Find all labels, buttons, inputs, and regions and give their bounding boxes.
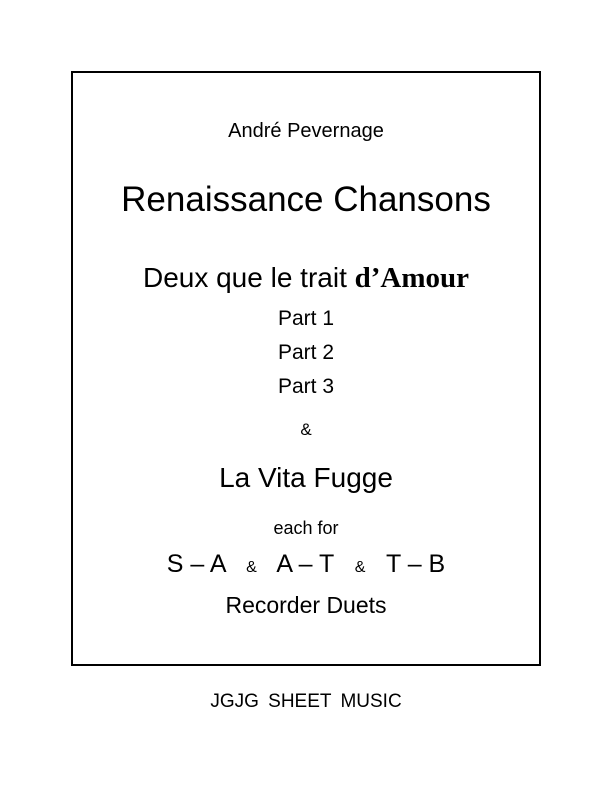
collection-title: Renaissance Chansons (121, 180, 491, 219)
publisher-name: JGJG SHEET MUSIC (210, 691, 402, 712)
chanson-title-emphasis: d’Amour (354, 262, 470, 294)
each-for-label: each for (273, 518, 339, 538)
voicing-separator: & (246, 559, 257, 576)
second-piece-title: La Vita Fugge (219, 462, 393, 493)
part-2-label: Part 2 (277, 341, 335, 364)
voicing-tb: T – B (385, 550, 446, 578)
part-1-label: Part 1 (277, 307, 335, 330)
ampersand: & (300, 420, 312, 439)
voicings-line (0, 550, 612, 579)
chanson-title-prefix: Deux que le trait (142, 262, 347, 293)
voicing-sa: S – A (166, 550, 226, 578)
voicing-separator: & (354, 559, 366, 576)
chanson-title (0, 262, 612, 295)
voicing-at: A – T (276, 550, 334, 578)
composer-name: André Pevernage (228, 120, 384, 142)
instrument-label: Recorder Duets (225, 592, 387, 618)
part-3-label: Part 3 (277, 375, 335, 398)
